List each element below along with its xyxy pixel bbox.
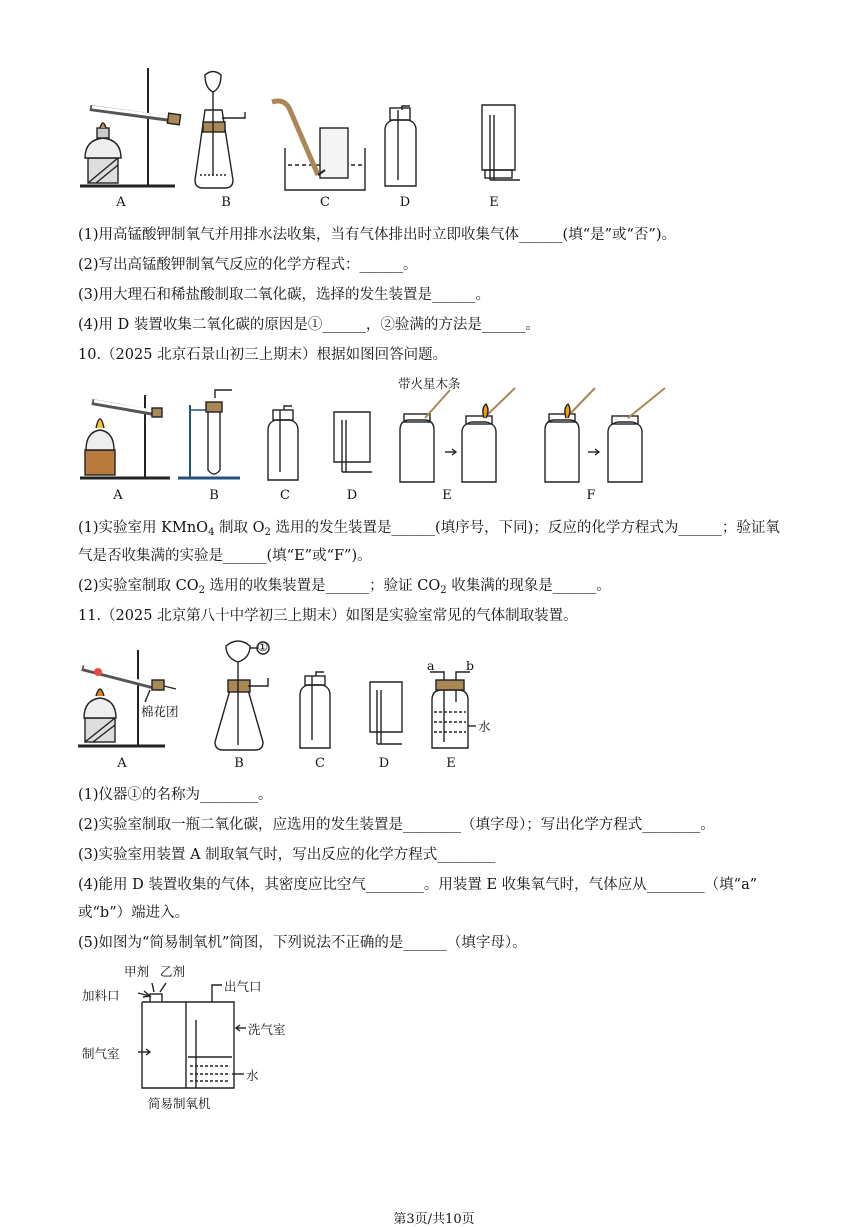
fig2-label-b: B bbox=[209, 488, 219, 503]
fig4-inlet: 加料口 bbox=[82, 988, 120, 1003]
q9-part-1: (1)用高锰酸钾制氧气并用排水法收集，当有气体排出时立即收集气体______(填“是”或“否”)。 bbox=[78, 227, 677, 243]
fig3-label-c: C bbox=[315, 756, 325, 771]
fig1-label-a: A bbox=[116, 195, 126, 210]
fig3-port-a: a bbox=[427, 658, 435, 673]
fig4-water: 水 bbox=[246, 1068, 259, 1083]
q10-part-1b: 气是否收集满的实验是______(填“E”或“F”)。 bbox=[78, 548, 372, 564]
q10-part-2: (2)实验室制取 $CO_2$ 选用的收集装置是______；验证 $CO_2$ 收集满的现象是______。 bbox=[78, 578, 611, 596]
fig1-label-b: B bbox=[221, 195, 231, 210]
fig2-label-c: C bbox=[280, 488, 290, 503]
fig4-wash: 洗气室 bbox=[248, 1022, 286, 1037]
q10-header: 10.（2025 北京石景山初三上期末）根据如图回答问题。 bbox=[78, 347, 448, 363]
fig2-stick-label: 带火星木条 bbox=[398, 376, 461, 391]
q9-part-4: (4)用 D 装置收集二氧化碳的原因是①______，②验满的方法是______。 bbox=[78, 317, 540, 333]
fig2-label-f: F bbox=[586, 488, 596, 503]
q11-header: 11.（2025 北京第八十中学初三上期末）如图是实验室常见的气体制取装置。 bbox=[78, 608, 578, 624]
fig3-label-b: B bbox=[234, 756, 244, 771]
q11-part-4a: (4)能用 D 装置收集的气体，其密度应比空气________。用装置 E 收集氧气时，气体应从________（填“a” bbox=[78, 877, 758, 893]
fig4-yi: 乙剂 bbox=[160, 964, 186, 979]
fig3-water-label: 水 bbox=[478, 719, 491, 734]
fig3-label-d: D bbox=[378, 756, 390, 771]
fig1-label-d: D bbox=[399, 195, 411, 210]
fig1-label-e: E bbox=[489, 195, 499, 210]
page-footer: 第3页/共10页 bbox=[393, 1212, 475, 1227]
fig4-outlet: 出气口 bbox=[224, 979, 262, 994]
q10-part-1a: (1)实验室用 KMnO$_4$ 制取 $O_2$ 选用的发生装置是______(填序号，下同)；反应的化学方程式为______；验证氧 bbox=[78, 520, 780, 538]
fig2-label-e: E bbox=[442, 488, 452, 503]
fig3-instrument-circle: ① bbox=[257, 639, 269, 654]
fig3-label-e: E bbox=[446, 756, 456, 771]
fig1-label-c: C bbox=[320, 195, 330, 210]
q11-part-5: (5)如图为“简易制氧机”简图，下列说法不正确的是______（填字母）。 bbox=[78, 935, 527, 951]
q11-part-4b: 或“b”）端进入。 bbox=[78, 905, 190, 921]
fig4-jia: 甲剂 bbox=[124, 964, 150, 979]
fig2-label-a: A bbox=[113, 488, 123, 503]
fig3-label-a: A bbox=[117, 756, 127, 771]
q11-part-3: (3)实验室用装置 A 制取氧气时，写出反应的化学方程式________ bbox=[78, 847, 496, 863]
fig4-caption: 简易制氧机 bbox=[148, 1096, 211, 1111]
fig3-cotton-label: 棉花团 bbox=[141, 704, 179, 719]
fig3-port-b: b bbox=[466, 658, 475, 673]
q9-part-3: (3)用大理石和稀盐酸制取二氧化碳，选择的发生装置是______。 bbox=[78, 287, 491, 303]
fig4-make: 制气室 bbox=[82, 1046, 120, 1061]
q11-part-1: (1)仪器①的名称为________。 bbox=[78, 787, 273, 803]
q11-part-2: (2)实验室制取一瓶二氧化碳，应选用的发生装置是________（填字母）；写出化学方程式________。 bbox=[78, 817, 715, 833]
q9-part-2: (2)写出高锰酸钾制氧气反应的化学方程式：______。 bbox=[78, 257, 418, 273]
fig2-label-d: D bbox=[346, 488, 358, 503]
